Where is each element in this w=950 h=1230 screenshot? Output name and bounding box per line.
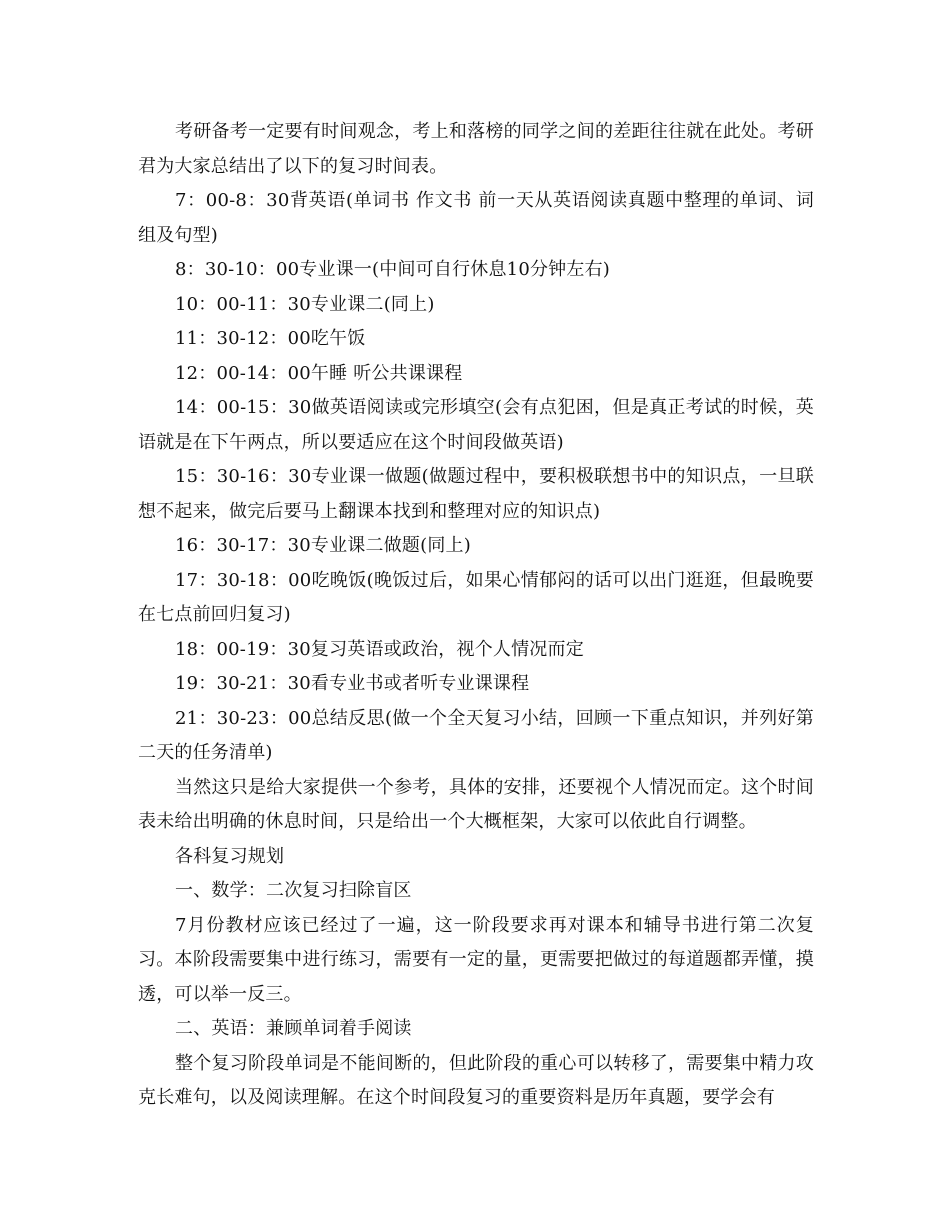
schedule-item: 21：30-23：00总结反思(做一个全天复习小结，回顾一下重点知识，并列好第二天的任务清单)	[138, 707, 814, 763]
note-paragraph: 当然这只是给大家提供一个参考，具体的安排，还要视个人情况而定。这个时间表未给出明确的休息时间，只是给出一个大概框架，大家可以依此自行调整。	[138, 776, 814, 832]
schedule-item: 17：30-18：00吃晚饭(晚饭过后，如果心情郁闷的话可以出门逛逛，但最晚要在七点前回归复习)	[138, 569, 814, 625]
schedule-item: 8：30-10：00专业课一(中间可自行休息10分钟左右)	[175, 259, 610, 280]
math-paragraph: 7月份教材应该已经过了一遍，这一阶段要求再对课本和辅导书进行第二次复习。本阶段需要集中进行练习，需要有一定的量，更需要把做过的每道题都弄懂，摸透，可以举一反三。	[138, 914, 814, 1005]
schedule-item: 11：30-12：00吃午饭	[175, 328, 366, 349]
english-paragraph: 整个复习阶段单词是不能间断的，但此阶段的重心可以转移了，需要集中精力攻克长难句，以及阅读理解。在这个时间段复习的重要资料是历年真题，要学会有	[138, 1052, 814, 1108]
section-heading: 各科复习规划	[175, 845, 285, 867]
schedule-item: 15：30-16：30专业课一做题(做题过程中，要积极联想书中的知识点，一旦联想不起来，做完后要马上翻课本找到和整理对应的知识点)	[138, 466, 814, 522]
schedule-item: 16：30-17：30专业课二做题(同上)	[175, 535, 471, 556]
schedule-item: 7：00-8：30背英语(单词书 作文书 前一天从英语阅读真题中整理的单词、词组及句型)	[138, 190, 814, 246]
subsection-heading-english: 二、英语：兼顾单词着手阅读	[175, 1018, 412, 1039]
schedule-item: 19：30-21：30看专业书或者听专业课课程	[175, 673, 530, 694]
schedule-item: 12：00-14：00午睡 听公共课课程	[175, 362, 463, 384]
subsection-heading-math: 一、数学：二次复习扫除盲区	[175, 880, 412, 901]
document-page	[138, 115, 814, 1116]
schedule-item: 14：00-15：30做英语阅读或完形填空(会有点犯困，但是真正考试的时候，英语就是在下午两点，所以要适应在这个时间段做英语)	[138, 397, 814, 453]
intro-paragraph: 考研备考一定要有时间观念，考上和落榜的同学之间的差距往往就在此处。考研君为大家总结出了以下的复习时间表。	[138, 121, 814, 177]
schedule-item: 18：00-19：30复习英语或政治，视个人情况而定	[175, 638, 584, 660]
schedule-item: 10：00-11：30专业课二(同上)	[175, 293, 435, 315]
